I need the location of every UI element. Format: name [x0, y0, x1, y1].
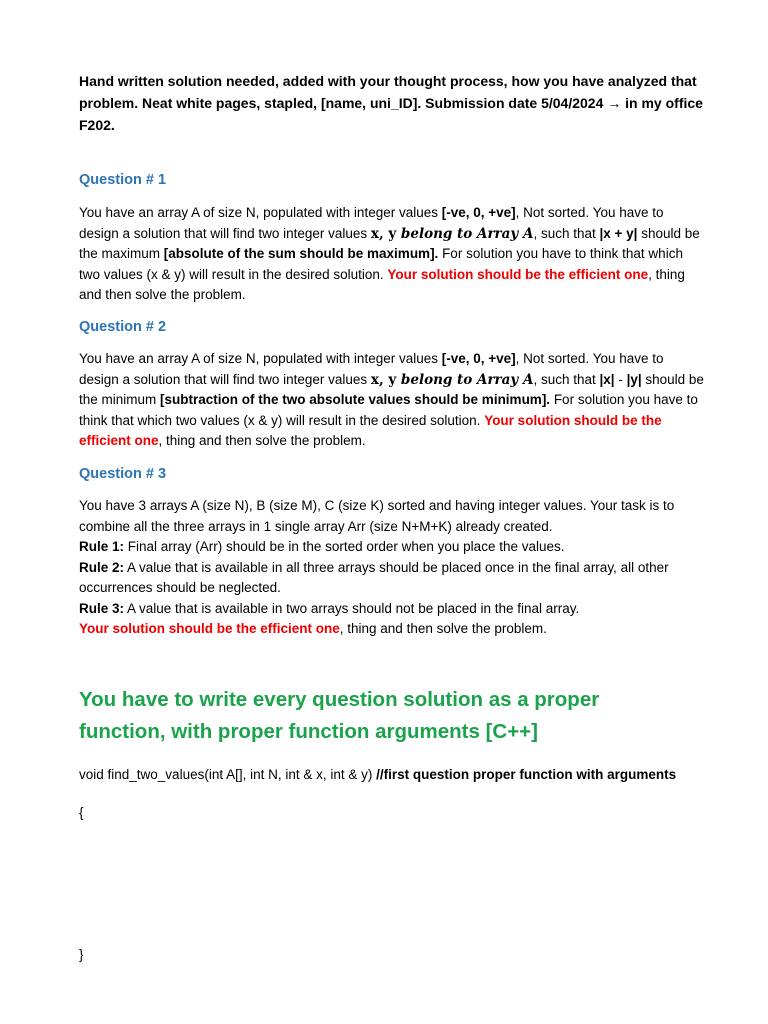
question-1-heading: Question # 1: [79, 172, 167, 188]
question-2-body: You have an array A of size N, populated with integer values [-ve, 0, +ve], Not sorted. You have to design a solution that will find two integer values x, y belong to Array A, such that |x| - |y| should be the minimum [subtraction of the two absolute values should be minimum]. For solution you have to think that which two values (x & y) will result in the desired solution. Your solution should be the efficient one, thing and then solve the problem.: [79, 351, 704, 448]
right-arrow-icon: →: [607, 95, 622, 111]
rule-3: Rule 3: A value that is available in two arrays should not be placed in the final array.: [79, 600, 580, 616]
rule-1: Rule 1: Final array (Arr) should be in the sorted order when you place the values.: [79, 539, 565, 554]
instructions-text: Hand written solution needed, added with your thought process, how you have analyzed that problem. Neat white pages, stapled, [name, uni_ID]. Submission date 5/04/2024: [79, 73, 697, 111]
question-2-heading: Question # 2: [79, 319, 167, 335]
question-3-intro: You have 3 arrays A (size N), B (size M), C (size K) sorted and having integer values. Your task is to combine all the three arrays in 1 single array Arr (size N+M+K) already created.: [79, 498, 675, 534]
function-signature: void find_two_values(int A[], int N, int & x, int & y) //first question proper function with arguments: [79, 767, 677, 782]
question-3-body: [79, 496, 704, 640]
instructions-location: in my office F202.: [79, 95, 703, 133]
question-1-body: You have an array A of size N, populated with integer values [-ve, 0, +ve], Not sorted. You have to design a solution that will find two integer values x, y belong to Array A, such that |x + y| should be the maximum [absolute of the sum should be maximum]. For solution you have to think that which two values (x & y) will result in the desired solution. Your solution should be the efficient one, thing and then solve the problem.: [79, 205, 700, 302]
question-3-heading: Question # 3: [79, 466, 167, 482]
function-requirement-note: You have to write every question solution as a proper function, with proper function arguments [C++]: [79, 688, 600, 743]
close-brace: }: [79, 947, 84, 962]
question-3-efficiency-note: Your solution should be the efficient one, thing and then solve the problem.: [79, 621, 547, 636]
open-brace: {: [79, 805, 84, 820]
submission-instructions: [79, 70, 709, 136]
rule-2: Rule 2: A value that is available in all three arrays should be placed once in the final array, all other occurrences should be neglected.: [79, 559, 669, 595]
